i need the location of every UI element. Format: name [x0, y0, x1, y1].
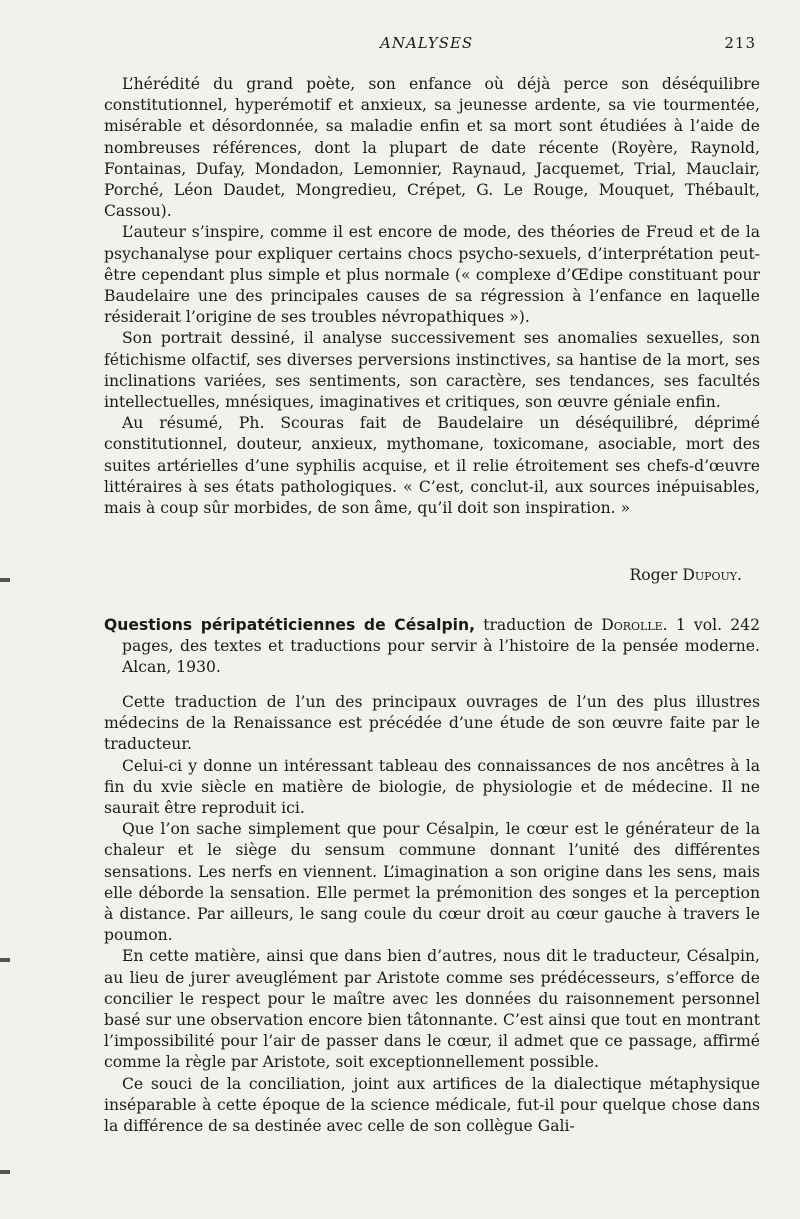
margin-mark	[0, 578, 10, 582]
book-reference	[104, 615, 760, 679]
reference-text: traduction de	[475, 616, 602, 634]
translator-name: Dorolle.	[601, 616, 668, 634]
book-title: Questions péripatéticiennes de Césalpin,	[104, 616, 476, 634]
paragraph: L’hérédité du grand poète, son enfance où déjà perce son déséquilibre constitutionnel, hyperémotif et anxieux, sa jeunesse ardente, sa vie tourmentée, misérable et désordonnée, sa maladie enfin et sa mort sont étudiées à l’aide de nombreuses références, dont la plupart de date récente (Royère, Raynold, Fontainas, Dufay, Mondadon, Lemonnier, Raynaud, Jacquemet, Trial, Mauclair, Porché, Léon Daudet, Mongredieu, Crépet, G. Le Rouge, Mouquet, Thébault, Cassou).	[104, 75, 760, 221]
paragraph: Au résumé, Ph. Scouras fait de Baudelaire un déséquilibré, déprimé constitutionnel, douteur, anxieux, mythomane, toxicomane, asociable, mort des suites artérielles d’une syphilis acquise, et il relie étroitement ses chefs-d’œuvre littéraires à ses états pathologiques. « C’est, conclut-il, aux sources inépuisables, mais à coup sûr morbides, de son âme, qu’il doit son inspiration. »	[104, 414, 760, 518]
margin-mark	[0, 1170, 10, 1174]
review-cesalpin-reference	[104, 615, 760, 679]
reference-details: 1 vol. 242 pages, des textes et traductions pour servir à l’histoire de la pensée moderne. Alcan, 1930.	[122, 616, 760, 677]
paragraph: En cette matière, ainsi que dans bien d’autres, nous dit le traducteur, Césalpin, au lieu de jurer aveuglément par Aristote comme ses prédécesseurs, s’efforce de concilier le respect pour le maître avec les données du raisonnement personnel basé sur une observation encore bien tâtonnante. C’est ainsi que tout en montrant l’impossibilité pour l’air de passer dans le cœur, il admet que ce passage, affirmé comme la règle par Aristote, soit exceptionnellement possible.	[104, 947, 760, 1072]
review-baudelaire-continued	[104, 74, 760, 519]
signature-first-name: Roger	[629, 566, 678, 584]
paragraph: L’auteur s’inspire, comme il est encore de mode, des théories de Freud et de la psychanalyse pour expliquer certains chocs psycho-sexuels, d’interprétation peut-être cependant plus simple et plus normale (« complexe d’Œdipe constituant pour Baudelaire une des principales causes de sa régression à l’enfance en laquelle résiderait l’origine de ses troubles névropathiques »).	[104, 223, 760, 327]
signature	[630, 566, 742, 584]
paragraph: Celui-ci y donne un intéressant tableau des connaissances de nos ancêtres à la fin du xvie siècle en matière de biologie, de physiologie et de médecine. Il ne saurait être reproduit ici.	[104, 756, 760, 818]
paragraph: Ce souci de la conciliation, joint aux artifices de la dialectique métaphysique inséparable à cette époque de la science médicale, fut-il pour quelque chose dans la différence de sa destinée avec celle de son collègue Gali-	[104, 1074, 760, 1136]
paragraph: Son portrait dessiné, il analyse successivement ses anomalies sexuelles, son fétichisme olfactif, ses diverses perversions instinctives, sa hantise de la mort, ses inclinations variées, ses sentiments, son caractère, ses tendances, ses facultés intellectuelles, mnésiques, imaginatives et critiques, son œuvre géniale enfin.	[104, 329, 760, 412]
margin-mark	[0, 958, 10, 962]
running-header	[104, 34, 760, 54]
page-number: 213	[724, 34, 756, 52]
paragraph: Cette traduction de l’un des principaux ouvrages de l’un des plus illustres médecins de la Renaissance est précédée d’une étude de son œuvre faite par le traducteur.	[104, 693, 760, 754]
review-cesalpin-body	[104, 692, 760, 1137]
signature-last-name: Dupouy.	[682, 566, 742, 584]
running-title: ANALYSES	[380, 34, 474, 52]
paragraph: Que l’on sache simplement que pour Césalpin, le cœur est le générateur de la chaleur et le siège du sensum commune donnant l’unité des différentes sensations. Les nerfs en viennent. L’imagination a son origine dans les sens, mais elle déborde la sensation. Elle permet la prémonition des songes et la perception à distance. Par ailleurs, le sang coule du cœur droit au cœur gauche à travers le poumon.	[104, 820, 760, 945]
